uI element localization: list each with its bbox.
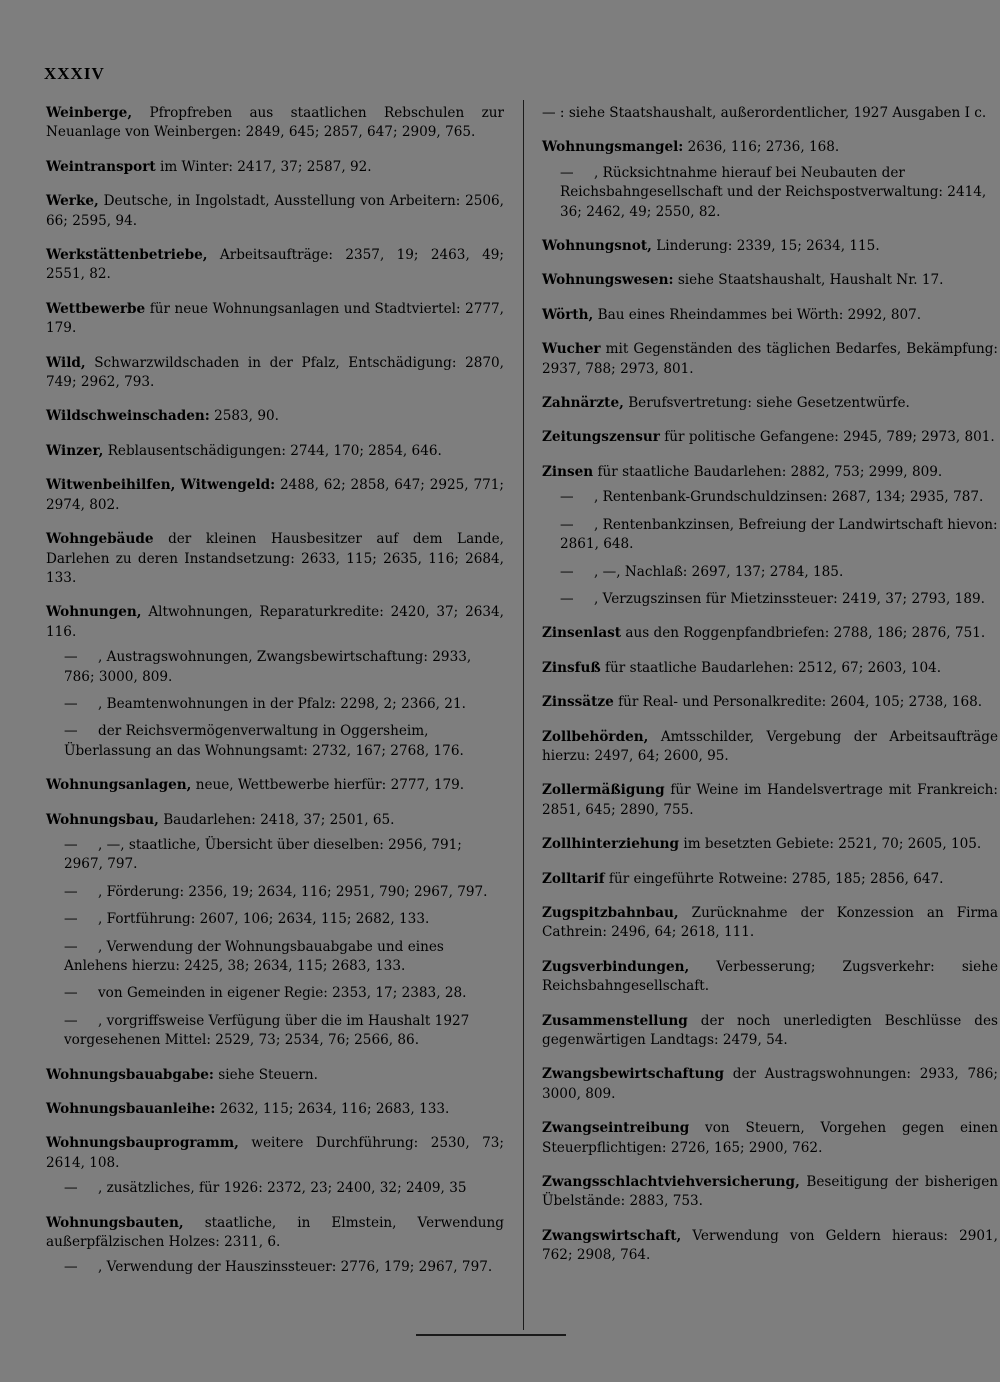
entry-text: für Real- und Personalkredite: 2604, 105; 2738, 168. [618,694,983,711]
entry-text: Linderung: 2339, 15; 2634, 115. [656,238,880,255]
entry-text: staatliche, in Elmstein, Verwendung außerpfälzischen Holzes: 2311, 6. [46,1214,504,1251]
entry-keyword: Witwenbeihilfen, Witwengeld: [46,477,276,494]
dash-mark: — [64,938,78,955]
sub-entry-text: von Gemeinden in eigener Regie: 2353, 17; 2383, 28. [98,985,467,1002]
sub-entry-text: , Verwendung der Hauszinssteuer: 2776, 179; 2967, 797. [98,1259,493,1276]
entry-text: Amtsschilder, Vergebung der Arbeitsaufträge hierzu: 2497, 64; 2600, 95. [542,728,998,764]
index-entry [542,1065,998,1104]
entry-text: Zurücknahme der Konzession an Firma Cathrein: 2496, 64; 2618, 111. [542,904,998,941]
entry-text: für neue Wohnungsanlagen und Stadtviertel: 2777, 179. [46,300,504,337]
index-entry [542,138,998,157]
entry-text: Reblausentschädigungen: 2744, 170; 2854, 646. [107,442,442,459]
index-entry [542,428,998,447]
dash-mark: — [64,723,78,740]
entry-text: der kleinen Hausbesitzer auf dem Lande, Darlehen zu deren Instandsetzung: 2633, 115; 2635, 116; 2684, 133. [46,531,505,586]
sub-entry-text: , Verwendung der Wohnungsbauabgabe und eines Anlehens hierzu: 2425, 38; 2634, 115; 2683, 133. [64,938,444,974]
entry-keyword: Zollbehörden, [542,728,649,745]
entry-keyword: Wohnungsbauanleihe: [46,1101,216,1118]
sub-entry [560,516,998,555]
entry-keyword: Zollhinterziehung [542,836,680,853]
index-entry [46,603,504,642]
sub-entry [64,984,504,1003]
entry-keyword: Wohnungsbau, [46,811,159,828]
dash-mark: — [64,883,78,900]
index-entry [542,394,998,413]
entry-keyword: Wettbewerbe [46,300,146,317]
index-entry [542,1119,998,1158]
sub-entry [560,488,998,507]
index-entry [542,835,998,854]
entry-keyword: Zugsverbindungen, [542,958,690,975]
sub-entry [64,938,504,977]
index-entry [46,246,504,285]
entry-keyword: Wohnungsbauprogramm, [46,1135,239,1152]
entry-keyword: Zahnärzte, [542,395,624,412]
dash-mark: — [64,1180,78,1197]
entry-text: 2583, 90. [214,408,279,425]
index-entry [46,300,504,339]
entry-keyword: Zolltarif [542,870,605,887]
column-divider [523,100,524,1330]
index-entry [542,463,998,482]
entry-keyword: Wörth, [542,306,594,323]
entry-keyword: Zinssätze [542,694,614,711]
index-entry [542,306,998,325]
entry-text: Deutsche, in Ingolstadt, Ausstellung von Arbeitern: 2506, 66; 2595, 94. [46,193,504,229]
sub-entry [64,836,504,875]
entry-keyword: Wohnungsbauten, [46,1214,184,1231]
index-entry [46,104,504,143]
index-entry [46,158,504,177]
entry-text: siehe Staatshaushalt, Haushalt Nr. 17. [677,272,944,289]
entry-text: siehe Steuern. [218,1066,318,1083]
sub-entry [64,910,504,929]
page-number: XXXIV [44,64,105,83]
right-column [542,104,998,1281]
index-entry [542,958,998,997]
entry-keyword: Zinsen [542,463,594,480]
entry-keyword: Wohnungswesen: [542,272,674,289]
entry-text: Verbesserung; Zugsverkehr: siehe Reichsbahngesellschaft. [542,958,998,995]
sub-entry-text: der Reichsvermögenverwaltung in Oggersheim, Überlassung an das Wohnungsamt: 2732, 167; 2768, 176. [64,723,464,759]
entry-keyword: Wohnungsmangel: [542,139,684,156]
dash-mark: — [64,836,78,853]
entry-keyword: Wohnungen, [46,604,142,621]
entry-text: für politische Gefangene: 2945, 789; 2973, 801. [664,429,995,446]
dash-mark: — [64,695,78,712]
index-entry [46,192,504,231]
index-entry [542,624,998,643]
dash-mark: — [560,563,574,580]
sub-entry-text: , zusätzliches, für 1926: 2372, 23; 2400, 32; 2409, 35 [98,1180,467,1197]
entry-text: für eingeführte Rotweine: 2785, 185; 2856, 647. [608,870,944,887]
sub-entry [64,1258,504,1277]
sub-entry [64,648,504,687]
entry-text: Arbeitsaufträge: 2357, 19; 2463, 49; 2551, 82. [46,247,504,283]
dash-mark: — [560,489,574,506]
entry-text: Baudarlehen: 2418, 37; 2501, 65. [163,811,395,828]
sub-entry-text: , Rentenbankzinsen, Befreiung der Landwirtschaft hievon: 2861, 648. [560,516,998,553]
index-entry [542,271,998,290]
entry-keyword: Wohnungsbauabgabe: [46,1066,214,1083]
index-entry [46,476,504,515]
sub-entry-text: , Rücksichtnahme hierauf bei Neubauten der Reichsbahngesellschaft und der Reichspostverwaltung: 2414, 36; 2462, 49; 2550, 82. [560,164,987,220]
index-entry [46,811,504,830]
index-entry [542,781,998,820]
entry-text: Beseitigung der bisherigen Übelstände: 2883, 753. [542,1174,999,1210]
index-entry [46,1214,504,1253]
index-entry [542,104,998,123]
sub-entry [64,722,504,761]
dash-mark: — [560,516,574,533]
entry-keyword: Zwangsbewirtschaftung [542,1066,724,1083]
index-entry [542,659,998,678]
entry-text: im Winter: 2417, 37; 2587, 92. [159,158,372,175]
index-entry [46,530,504,588]
entry-keyword: Weintransport [46,158,156,175]
entry-text: der Austragswohnungen: 2933, 786; 3000, 809. [542,1066,998,1102]
left-column [46,104,504,1286]
dash-mark: — [64,649,78,666]
entry-text: der noch unerledigten Beschlüsse des gegenwärtigen Landtags: 2479, 54. [542,1012,998,1048]
entry-text: 2636, 116; 2736, 168. [687,139,840,156]
entry-keyword: Zinsfuß [542,659,601,676]
entry-text: für Weine im Handelsvertrage mit Frankreich: 2851, 645; 2890, 755. [542,782,998,818]
index-entry [542,904,998,943]
dash-mark: — [64,1012,78,1029]
entry-text: im besetzten Gebiete: 2521, 70; 2605, 105. [683,836,982,853]
entry-keyword: Wild, [46,354,86,371]
entry-keyword: Zugspitzbahnbau, [542,904,679,921]
entry-text: weitere Durchführung: 2530, 73; 2614, 108. [46,1135,505,1171]
index-entry [542,1012,998,1051]
entry-keyword: Zeitungszensur [542,429,660,446]
index-entry [542,693,998,712]
index-entry [542,870,998,889]
index-entry [46,354,504,393]
sub-entry [64,1179,504,1198]
index-entry [46,1134,504,1173]
sub-entry [560,164,998,222]
dash-mark: — [64,911,78,928]
entry-text: Bau eines Rheindammes bei Wörth: 2992, 807. [597,306,922,323]
entry-text: Schwarzwildschaden in der Pfalz, Entschädigung: 2870, 749; 2962, 793. [46,354,504,391]
entry-keyword: Zinsenlast [542,625,622,642]
entry-text: Verwendung von Geldern hieraus: 2901, 762; 2908, 764. [542,1227,999,1264]
entry-keyword: Wucher [542,341,601,358]
sub-entry-text: , —, Nachlaß: 2697, 137; 2784, 185. [594,563,844,580]
index-entry [46,1100,504,1119]
entry-keyword: Wohnungsanlagen, [46,777,192,794]
index-entry [46,442,504,461]
sub-entry [560,590,998,609]
sub-entry-text: , Förderung: 2356, 19; 2634, 116; 2951, 790; 2967, 797. [98,883,488,900]
entry-keyword: Zwangseintreibung [542,1120,690,1137]
entry-text: 2488, 62; 2858, 647; 2925, 771; 2974, 802. [46,477,504,513]
index-entry [542,1227,998,1266]
dash-mark: — [64,985,78,1002]
dash-mark: — [560,590,574,607]
index-entry [46,1066,504,1085]
entry-text: neue, Wettbewerbe hierfür: 2777, 179. [195,777,465,794]
entry-keyword: Wohnungsnot, [542,238,652,255]
entry-keyword: Winzer, [46,442,104,459]
entry-keyword: Zwangsschlachtviehversicherung, [542,1174,800,1191]
entry-keyword: Werke, [46,193,99,210]
entry-text: Berufsvertretung: siehe Gesetzentwürfe. [628,395,910,412]
entry-text: für staatliche Baudarlehen: 2882, 753; 2999, 809. [597,463,943,480]
sub-entry [64,695,504,714]
index-entry [46,776,504,795]
index-entry [542,340,998,379]
sub-entry-text: , —, staatliche, Übersicht über dieselben: 2956, 791; 2967, 797. [64,836,462,873]
entry-text: für staatliche Baudarlehen: 2512, 67; 2603, 104. [605,659,942,676]
entry-text: aus den Roggenpfandbriefen: 2788, 186; 2876, 751. [625,625,986,642]
entry-text: von Steuern, Vorgehen gegen einen Steuerpflichtigen: 2726, 165; 2900, 762. [542,1120,998,1156]
entry-keyword: Wildschweinschaden: [46,408,210,425]
entry-text: 2632, 115; 2634, 116; 2683, 133. [219,1101,450,1118]
index-entry [542,237,998,256]
entry-text: Pfropfreben aus staatlichen Rebschulen zur Neuanlage von Weinbergen: 2849, 645; 2857, 647; 2909, 765. [46,105,504,141]
entry-keyword: Zollermäßigung [542,782,665,799]
sub-entry-text: , Fortführung: 2607, 106; 2634, 115; 2682, 133. [98,911,430,928]
sub-entry [64,883,504,902]
sub-entry [64,1012,504,1051]
entry-keyword: Werkstättenbetriebe, [46,247,208,264]
index-entry [46,407,504,426]
index-entry [542,728,998,767]
sub-entry-text: , Rentenbank-Grundschuldzinsen: 2687, 134; 2935, 787. [594,489,984,506]
entry-keyword: Weinberge, [46,105,133,121]
entry-keyword: Zusammenstellung [542,1012,688,1029]
entry-text: mit Gegenständen des täglichen Bedarfes, Bekämpfung: 2937, 788; 2973, 801. [542,341,998,377]
entry-text: — : siehe Staatshaushalt, außerordentlicher, 1927 Ausgaben I c. [542,105,987,121]
entry-text: Altwohnungen, Reparaturkredite: 2420, 37; 2634, 116. [46,604,504,640]
entry-keyword: Wohngebäude [46,531,154,548]
sub-entry-text: , Austragswohnungen, Zwangsbewirtschaftung: 2933, 786; 3000, 809. [64,649,472,685]
sub-entry-text: , Beamtenwohnungen in der Pfalz: 2298, 2; 2366, 21. [98,695,466,712]
entry-keyword: Zwangswirtschaft, [542,1227,682,1244]
index-entry [542,1173,998,1212]
sub-entry [560,563,998,582]
bottom-rule [416,1334,566,1336]
sub-entry-text: , Verzugszinsen für Mietzinssteuer: 2419, 37; 2793, 189. [594,590,985,607]
sub-entry-text: , vorgriffsweise Verfügung über die im Haushalt 1927 vorgesehenen Mittel: 2529, 73; 2534, 76; 2566, 86. [64,1012,470,1049]
dash-mark: — [64,1259,78,1276]
dash-mark: — [560,164,574,181]
